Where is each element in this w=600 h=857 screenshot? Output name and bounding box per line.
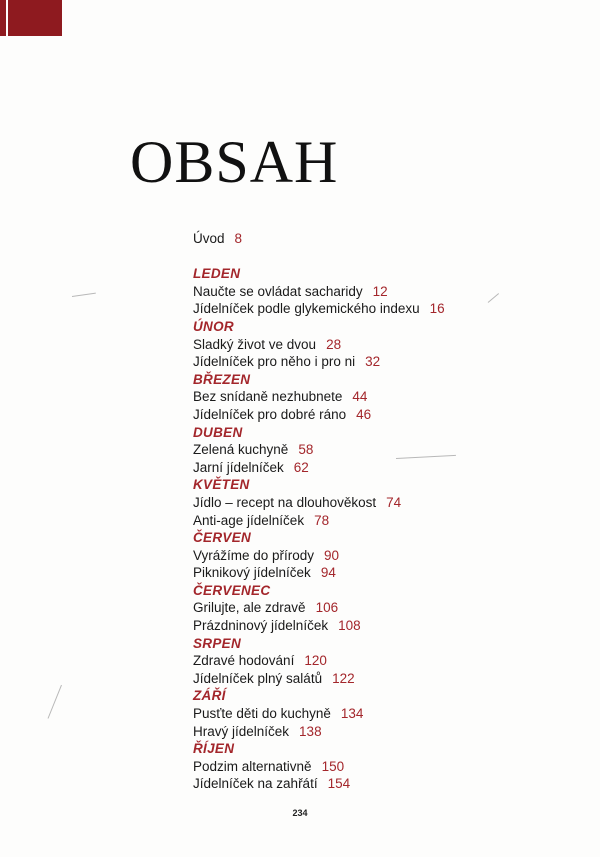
toc-entry-label: Vyrážíme do přírody bbox=[193, 547, 315, 563]
corner-color-tab bbox=[0, 0, 62, 36]
toc-entry-label: Bez snídaně nezhubnete bbox=[193, 389, 343, 405]
toc-entry-label: Zdravé hodování bbox=[193, 653, 295, 669]
table-of-contents bbox=[193, 230, 553, 793]
toc-entry-page: 58 bbox=[298, 442, 314, 458]
toc-entry[interactable] bbox=[193, 336, 553, 354]
toc-entry-page: 28 bbox=[326, 336, 342, 352]
toc-entry[interactable] bbox=[193, 758, 553, 776]
toc-entry-label: Jídelníček podle glykemického indexu bbox=[193, 301, 420, 317]
toc-entry-label: Prázdninový jídelníček bbox=[193, 618, 329, 634]
toc-entry[interactable] bbox=[193, 494, 553, 512]
toc-entry-page: 8 bbox=[234, 231, 243, 246]
toc-entry-page: 46 bbox=[356, 406, 372, 422]
toc-month-heading: ZÁŘÍ bbox=[193, 688, 226, 704]
toc-entry-page: 94 bbox=[320, 565, 336, 581]
toc-entry-intro[interactable] bbox=[193, 230, 553, 248]
toc-entry[interactable] bbox=[193, 652, 553, 670]
toc-entry[interactable] bbox=[193, 441, 553, 459]
toc-entry-label: Jarní jídelníček bbox=[193, 459, 284, 475]
toc-entry[interactable] bbox=[193, 283, 553, 301]
toc-entry[interactable] bbox=[193, 459, 553, 477]
toc-entry-page: 138 bbox=[299, 723, 322, 739]
toc-entry[interactable] bbox=[193, 670, 553, 688]
toc-entry[interactable] bbox=[193, 617, 553, 635]
toc-entry-page: 12 bbox=[372, 283, 388, 299]
toc-entry-label: Zelená kuchyně bbox=[193, 442, 289, 458]
toc-entry-label: Grilujte, ale zdravě bbox=[193, 600, 306, 616]
toc-entry-label: Jídelníček plný salátů bbox=[193, 670, 323, 686]
toc-entry[interactable] bbox=[193, 705, 553, 723]
toc-entry-page: 154 bbox=[327, 776, 351, 792]
toc-entry-page: 134 bbox=[340, 706, 364, 722]
toc-sections bbox=[193, 265, 553, 793]
toc-month-heading: KVĚTEN bbox=[193, 477, 250, 493]
toc-month-heading: ÚNOR bbox=[193, 318, 234, 334]
toc-entry[interactable] bbox=[193, 353, 553, 371]
toc-month-heading: SRPEN bbox=[193, 635, 242, 651]
toc-entry-label: Jídlo – recept na dlouhověkost bbox=[193, 494, 377, 510]
toc-entry-page: 62 bbox=[293, 459, 309, 475]
toc-entry[interactable] bbox=[193, 512, 553, 530]
toc-entry-page: 150 bbox=[321, 758, 345, 774]
toc-month-heading: DUBEN bbox=[193, 424, 243, 440]
toc-entry-label: Jídelníček pro dobré ráno bbox=[193, 406, 347, 422]
toc-entry-label: Hravý jídelníček bbox=[193, 723, 290, 739]
toc-month-heading: ŘÍJEN bbox=[193, 741, 235, 757]
toc-entry-label: Piknikový jídelníček bbox=[193, 565, 311, 581]
toc-entry[interactable] bbox=[193, 775, 553, 793]
toc-month-heading: ČERVENEC bbox=[193, 582, 271, 598]
toc-entry[interactable] bbox=[193, 564, 553, 582]
page-number: 234 bbox=[292, 808, 308, 818]
toc-entry-label: Jídelníček pro něho i pro ni bbox=[193, 354, 356, 370]
toc-month-heading: ČERVEN bbox=[193, 530, 252, 546]
toc-entry-label: Naučte se ovládat sacharidy bbox=[193, 283, 363, 299]
toc-entry-page: 122 bbox=[332, 670, 355, 686]
toc-entry-label: Sladký život ve dvou bbox=[193, 336, 317, 352]
toc-entry-label: Pusťte děti do kuchyně bbox=[193, 706, 331, 722]
corner-divider-line bbox=[6, 0, 8, 36]
toc-entry-label: Podzim alternativně bbox=[193, 758, 312, 774]
scan-mark bbox=[72, 293, 96, 297]
scan-mark bbox=[48, 685, 62, 719]
toc-entry[interactable] bbox=[193, 547, 553, 565]
toc-entry-page: 44 bbox=[352, 389, 368, 405]
toc-entry-label: Anti-age jídelníček bbox=[193, 512, 305, 528]
toc-entry-page: 106 bbox=[315, 600, 339, 616]
toc-entry-page: 108 bbox=[338, 618, 361, 634]
toc-month-heading: LEDEN bbox=[193, 266, 241, 282]
toc-entry[interactable] bbox=[193, 723, 553, 741]
toc-entry[interactable] bbox=[193, 406, 553, 424]
toc-entry-page: 90 bbox=[324, 547, 340, 563]
toc-entry-page: 32 bbox=[365, 354, 381, 370]
toc-entry[interactable] bbox=[193, 599, 553, 617]
toc-entry-page: 74 bbox=[386, 494, 402, 510]
toc-entry-page: 16 bbox=[429, 301, 445, 317]
spacer bbox=[193, 248, 553, 266]
toc-entry[interactable] bbox=[193, 388, 553, 406]
toc-month-heading: BŘEZEN bbox=[193, 371, 251, 387]
toc-entry[interactable] bbox=[193, 300, 553, 318]
page-title: OBSAH bbox=[130, 129, 339, 195]
toc-entry-page: 120 bbox=[304, 653, 327, 669]
toc-entry-label: Úvod bbox=[193, 231, 225, 246]
toc-entry-label: Jídelníček na zahřátí bbox=[193, 776, 318, 792]
toc-entry-page: 78 bbox=[314, 512, 330, 528]
